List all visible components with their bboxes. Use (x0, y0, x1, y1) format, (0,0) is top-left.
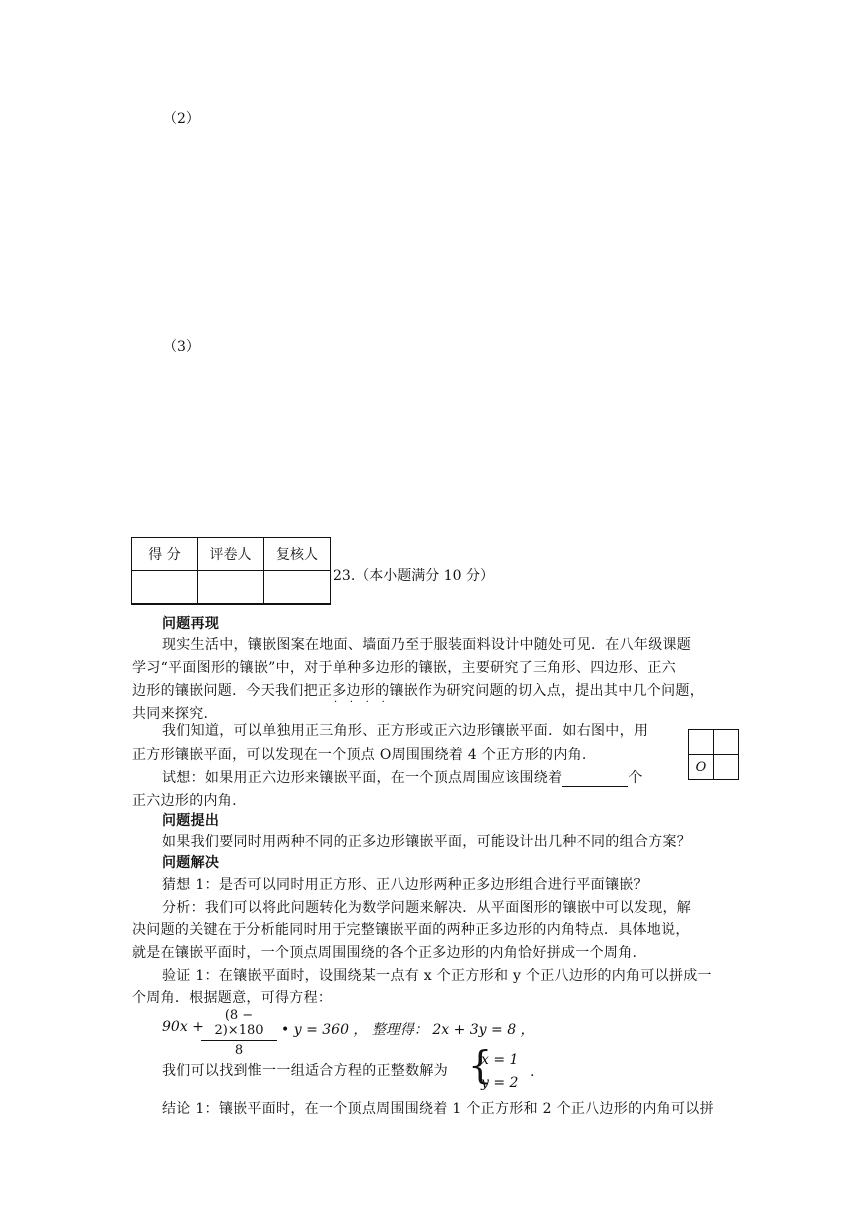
grid-cell-o: O (689, 755, 714, 780)
para-line-11: 分析：我们可以将此问题转化为数学问题来解决．从平面图形的镶嵌中可以发现，解 (162, 900, 692, 916)
score-cell[interactable] (132, 571, 198, 605)
para-line-7 (162, 769, 643, 787)
fraction-denominator: 8 (234, 1043, 244, 1058)
system-brace: { (468, 1043, 493, 1087)
para-line-8: 正六边形的内角. (132, 793, 237, 809)
para-line-12: 决问题的关键在于分析能同时用于完整镶嵌平面的两种正多边形的内角特点．具体地说， (132, 922, 690, 938)
para-line-2: 学习“平面图形的镶嵌”中，对于单种多边形的镶嵌，主要研究了三角形、四边形、正六 (132, 660, 677, 676)
part-3-label: （3） (163, 339, 200, 355)
section-heading-2: 问题提出 (162, 813, 220, 829)
score-table (131, 537, 331, 605)
square-tiling-figure (688, 729, 739, 780)
para-line-9: 如果我们要同时用两种不同的正多边形镶嵌平面，可能设计出几种不同的组合方案？ (162, 834, 692, 850)
grid-cell (714, 730, 739, 755)
grid-cell (689, 730, 714, 755)
fraction-numerator: (8 − 2)×180 (201, 1008, 277, 1041)
question-title: 23.（本小题满分 10 分） (333, 568, 494, 584)
section-heading-1: 问题再现 (162, 616, 220, 632)
grader-header: 评卷人 (198, 538, 264, 571)
equation-right: • y = 360 ， 整理得： 2x + 3y = 8 ， (281, 1022, 535, 1038)
para-line-3: 边形的镶嵌问题．今天我们把正多边形的镶嵌作为研究问题的切入点，提出其中几个问题， (132, 683, 704, 699)
para-line-5: 我们知道，可以单独用正三角形、正方形或正六边形镶嵌平面．如右图中，用 (162, 723, 649, 739)
solution-x: x = 1 (481, 1052, 519, 1068)
solution-period: . (530, 1064, 535, 1080)
reviewer-cell[interactable] (264, 571, 331, 605)
grid-cell (714, 755, 739, 780)
section-heading-3: 问题解决 (162, 855, 220, 871)
para-line-1: 现实生活中，镶嵌图案在地面、墙面乃至于服装面料设计中随处可见．在八年级课题 (162, 637, 692, 653)
score-header: 得 分 (132, 538, 198, 571)
equation-left: 90x + (162, 1019, 204, 1035)
para-line-14: 验证 1：在镶嵌平面时，设围绕某一点有 x 个正方形和 y 个正八边形的内角可以拼成一 (162, 968, 712, 984)
para-line-16: 我们可以找到惟一一组适合方程的正整数解为 (162, 1063, 448, 1079)
answer-blank[interactable] (562, 772, 628, 787)
para-line-10: 猜想 1：是否可以同时用正方形、正八边形两种正多边形组合进行平面镶嵌？ (162, 877, 648, 893)
para-line-13: 就是在镶嵌平面时，一个顶点周围围绕的各个正多边形的内角恰好拼成一个周角. (132, 945, 638, 961)
reviewer-header: 复核人 (264, 538, 331, 571)
para-line-4: 共同来探究. (132, 706, 209, 722)
emphasis-dots: · · · · (334, 697, 385, 708)
para-line-7a: 试想：如果用正六边形来镶嵌平面，在一个顶点周围应该围绕着 (162, 770, 563, 786)
para-line-17: 结论 1：镶嵌平面时，在一个顶点周围围绕着 1 个正方形和 2 个正八边形的内角可以拼 (162, 1101, 714, 1117)
part-2-label: （2） (163, 111, 200, 127)
para-line-15: 个周角．根据题意，可得方程： (132, 990, 333, 1006)
grader-cell[interactable] (198, 571, 264, 605)
para-line-7b: 个 (628, 770, 643, 786)
fraction (201, 1008, 277, 1058)
para-line-6: 正方形镶嵌平面，可以发现在一个顶点 O周围围绕着 4 个正方形的内角. (132, 747, 587, 763)
solution-y: y = 2 (481, 1075, 519, 1091)
